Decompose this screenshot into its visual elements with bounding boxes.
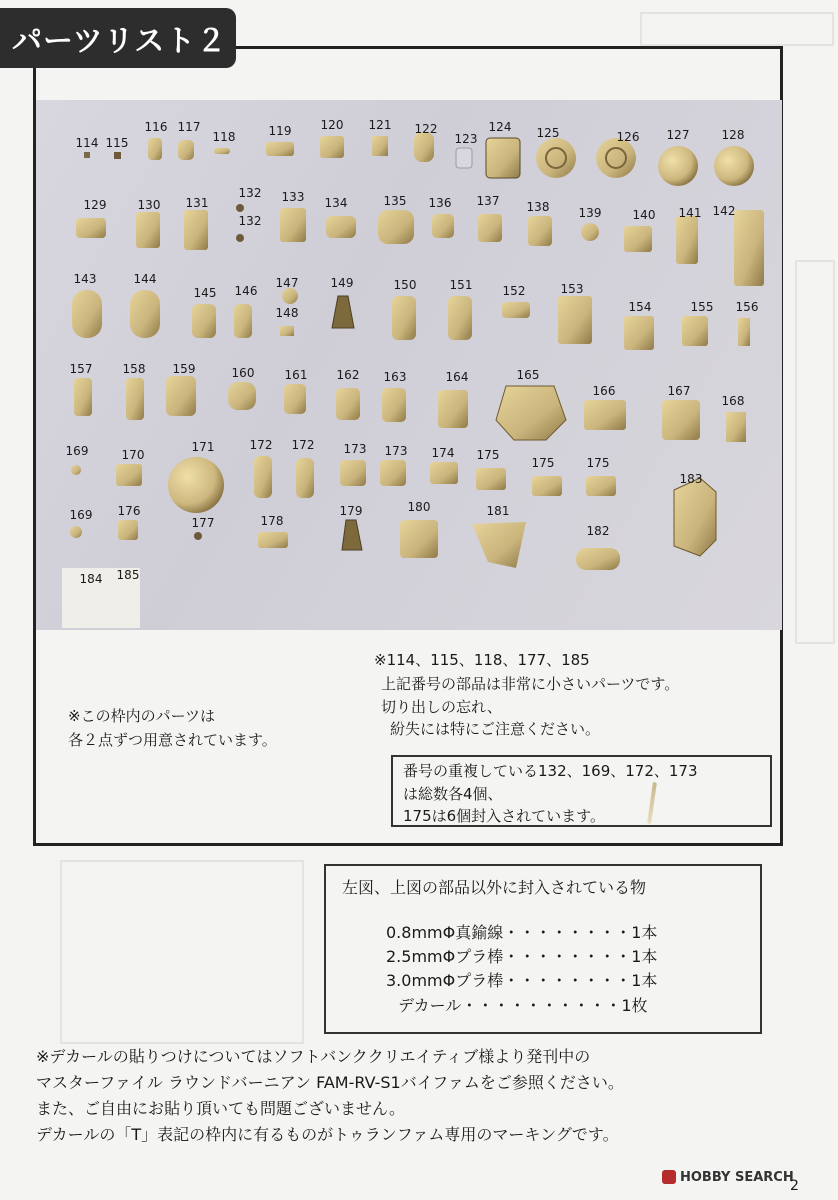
part-number: 170 [121, 448, 145, 462]
part-number: 143 [73, 272, 97, 286]
part-number: 175 [476, 448, 500, 462]
part-122 [414, 132, 434, 162]
note-duplicates-line1: 番号の重複している132、169、172、173 [403, 762, 698, 780]
part-number: 131 [185, 196, 209, 210]
part-number: 149 [330, 276, 354, 290]
part-number: 161 [284, 368, 308, 382]
part-146 [234, 304, 252, 338]
part-number: 140 [632, 208, 656, 222]
part-135 [378, 210, 414, 244]
note-left-line1: ※この枠内のパーツは [68, 707, 215, 725]
part-number: 165 [516, 368, 540, 382]
part-number: 125 [536, 126, 560, 140]
part-169 [71, 465, 81, 475]
part-169b [70, 526, 82, 538]
part-number: 144 [133, 272, 157, 286]
part-number: 150 [393, 278, 417, 292]
part-number: 177 [191, 516, 215, 530]
part-114 [84, 152, 90, 158]
part-115 [114, 152, 121, 159]
part-number: 132 [238, 186, 262, 200]
part-179 [342, 520, 362, 550]
background-ghost-box [60, 860, 304, 1044]
part-155 [682, 316, 708, 346]
part-number: 121 [368, 118, 392, 132]
part-130 [136, 212, 160, 248]
part-150 [392, 296, 416, 340]
part-number: 156 [735, 300, 759, 314]
part-number: 138 [526, 200, 550, 214]
part-number: 127 [666, 128, 690, 142]
part-134 [326, 216, 356, 238]
part-123 [456, 148, 472, 168]
part-number: 171 [191, 440, 215, 454]
parts-photo [36, 100, 782, 630]
part-132b [236, 234, 244, 242]
part-133 [280, 208, 306, 242]
part-number: 146 [234, 284, 258, 298]
part-132 [236, 204, 244, 212]
part-168 [726, 412, 746, 442]
part-number: 159 [172, 362, 196, 376]
part-number: 154 [628, 300, 652, 314]
footer-note-line2: マスターファイル ラウンドバーニアン FAM-RV-S1バイファムをご参照ください。 [36, 1073, 624, 1092]
part-number: 130 [137, 198, 161, 212]
part-147 [282, 288, 298, 304]
footer-note-line3: また、ご自由にお貼り頂いても問題ございません。 [36, 1099, 405, 1118]
part-162 [336, 388, 360, 420]
part-154 [624, 316, 654, 350]
part-number: 175 [531, 456, 555, 470]
part-175 [476, 468, 506, 490]
part-159 [166, 376, 196, 416]
note-duplicates-line2: は総数各4個、 [403, 785, 503, 803]
part-124 [486, 138, 520, 178]
part-153 [558, 296, 592, 344]
part-177 [194, 532, 202, 540]
note-left-line2: 各２点ずつ用意されています。 [68, 731, 277, 749]
part-140 [624, 226, 652, 252]
part-number: 179 [339, 504, 363, 518]
part-number: 114 [75, 136, 99, 150]
part-number: 175 [586, 456, 610, 470]
part-171 [168, 457, 224, 513]
part-number: 136 [428, 196, 452, 210]
part-164 [438, 390, 468, 428]
part-170 [116, 464, 142, 486]
part-number: 181 [486, 504, 510, 518]
part-number: 169 [65, 444, 89, 458]
part-number: 147 [275, 276, 299, 290]
part-number: 148 [275, 306, 299, 320]
part-166 [584, 400, 626, 430]
part-181 [472, 522, 526, 568]
part-167 [662, 400, 700, 440]
part-137 [478, 214, 502, 242]
part-178 [258, 532, 288, 548]
part-number: 166 [592, 384, 616, 398]
part-number: 122 [414, 122, 438, 136]
part-173 [340, 460, 366, 486]
part-number: 155 [690, 300, 714, 314]
background-ghost-box [795, 260, 835, 644]
part-number: 176 [117, 504, 141, 518]
footer-note-line4: デカールの「T」表記の枠内に有るものがトゥランファム専用のマーキングです。 [36, 1125, 619, 1144]
extras-heading: 左図、上図の部品以外に封入されている物 [342, 878, 647, 897]
part-number: 153 [560, 282, 584, 296]
part-number: 119 [268, 124, 292, 138]
part-152 [502, 302, 530, 318]
part-175c [586, 476, 616, 496]
part-number: 116 [144, 120, 168, 134]
part-128 [714, 146, 754, 186]
part-number: 137 [476, 194, 500, 208]
part-141 [676, 216, 698, 264]
part-number: 124 [488, 120, 512, 134]
part-number: 115 [105, 136, 129, 150]
part-number: 160 [231, 366, 255, 380]
part-157 [74, 378, 92, 416]
note-small-parts-line2: 上記番号の部品は非常に小さいパーツです。 [381, 675, 680, 693]
part-number: 180 [407, 500, 431, 514]
part-118 [214, 148, 230, 154]
part-number: 169 [69, 508, 93, 522]
part-136 [432, 214, 454, 238]
part-number: 178 [260, 514, 284, 528]
part-number: 183 [679, 472, 703, 486]
background-ghost-box [640, 12, 834, 46]
part-number: 168 [721, 394, 745, 408]
part-number: 185 [116, 568, 140, 582]
note-small-parts-line3: 切り出しの忘れ、 [381, 698, 502, 716]
part-number: 158 [122, 362, 146, 376]
part-144 [130, 290, 160, 338]
part-number: 133 [281, 190, 305, 204]
part-116 [148, 138, 162, 160]
part-number: 142 [712, 204, 736, 218]
part-156 [738, 318, 750, 346]
part-number: 117 [177, 120, 201, 134]
part-120 [320, 136, 344, 158]
footer-note-line1: ※デカールの貼りつけについてはソフトバンククリエイティブ様より発刊中の [36, 1047, 591, 1066]
extras-item: 3.0mmΦプラ棒・・・・・・・・1本 [386, 971, 658, 990]
part-number: 173 [343, 442, 367, 456]
part-160 [228, 382, 256, 410]
part-number: 167 [667, 384, 691, 398]
part-182 [576, 548, 620, 570]
part-149 [332, 296, 354, 328]
part-number: 174 [431, 446, 455, 460]
note-duplicates-line3: 175は6個封入されています。 [403, 807, 605, 825]
hobby-search-watermark: HOBBY SEARCH [680, 1170, 794, 1185]
page-number: 2 [790, 1178, 799, 1194]
part-172 [254, 456, 272, 498]
part-number: 129 [83, 198, 107, 212]
part-138 [528, 216, 552, 246]
part-number: 139 [578, 206, 602, 220]
part-165 [496, 386, 566, 440]
part-163 [382, 388, 406, 422]
part-173b [380, 460, 406, 486]
part-number: 132 [238, 214, 262, 228]
part-127 [658, 146, 698, 186]
part-number: 152 [502, 284, 526, 298]
part-number: 134 [324, 196, 348, 210]
part-126 [596, 138, 636, 178]
part-number: 162 [336, 368, 360, 382]
part-174 [430, 462, 458, 484]
part-129 [76, 218, 106, 238]
part-131 [184, 210, 208, 250]
note-small-parts-line4: 紛失には特にご注意ください。 [390, 720, 601, 738]
part-180 [400, 520, 438, 558]
part-143 [72, 290, 102, 338]
note-small-parts-line1: ※114、115、118、177、185 [374, 651, 590, 669]
part-158 [126, 378, 144, 420]
part-number: 182 [586, 524, 610, 538]
part-125 [536, 138, 576, 178]
part-number: 126 [616, 130, 640, 144]
part-176 [118, 520, 138, 540]
part-148 [280, 326, 294, 336]
parts-photo-svg [36, 100, 782, 630]
part-183 [674, 478, 716, 556]
part-number: 145 [193, 286, 217, 300]
part-number: 141 [678, 206, 702, 220]
part-number: 157 [69, 362, 93, 376]
page-title: パーツリスト２ [12, 24, 228, 59]
part-number: 151 [449, 278, 473, 292]
part-number: 135 [383, 194, 407, 208]
extras-item: 0.8mmΦ真鍮線・・・・・・・・1本 [386, 923, 658, 942]
part-number: 128 [721, 128, 745, 142]
extras-item: 2.5mmΦプラ棒・・・・・・・・1本 [386, 947, 658, 966]
part-121 [372, 136, 388, 156]
part-number: 173 [384, 444, 408, 458]
part-number: 163 [383, 370, 407, 384]
part-139 [581, 223, 599, 241]
part-145 [192, 304, 216, 338]
extras-item: デカール・・・・・・・・・・1枚 [398, 996, 648, 1015]
part-number: 120 [320, 118, 344, 132]
page-title-tab [0, 8, 236, 68]
part-number: 172 [249, 438, 273, 452]
part-number: 184 [79, 572, 103, 586]
part-119 [266, 142, 294, 156]
part-175b [532, 476, 562, 496]
part-151 [448, 296, 472, 340]
part-number: 118 [212, 130, 236, 144]
part-117 [178, 140, 194, 160]
part-number: 172 [291, 438, 315, 452]
part-172b [296, 458, 314, 498]
part-161 [284, 384, 306, 414]
part-number: 123 [454, 132, 478, 146]
part-142 [734, 210, 764, 286]
part-number: 164 [445, 370, 469, 384]
hobby-search-logo-icon [662, 1170, 676, 1184]
